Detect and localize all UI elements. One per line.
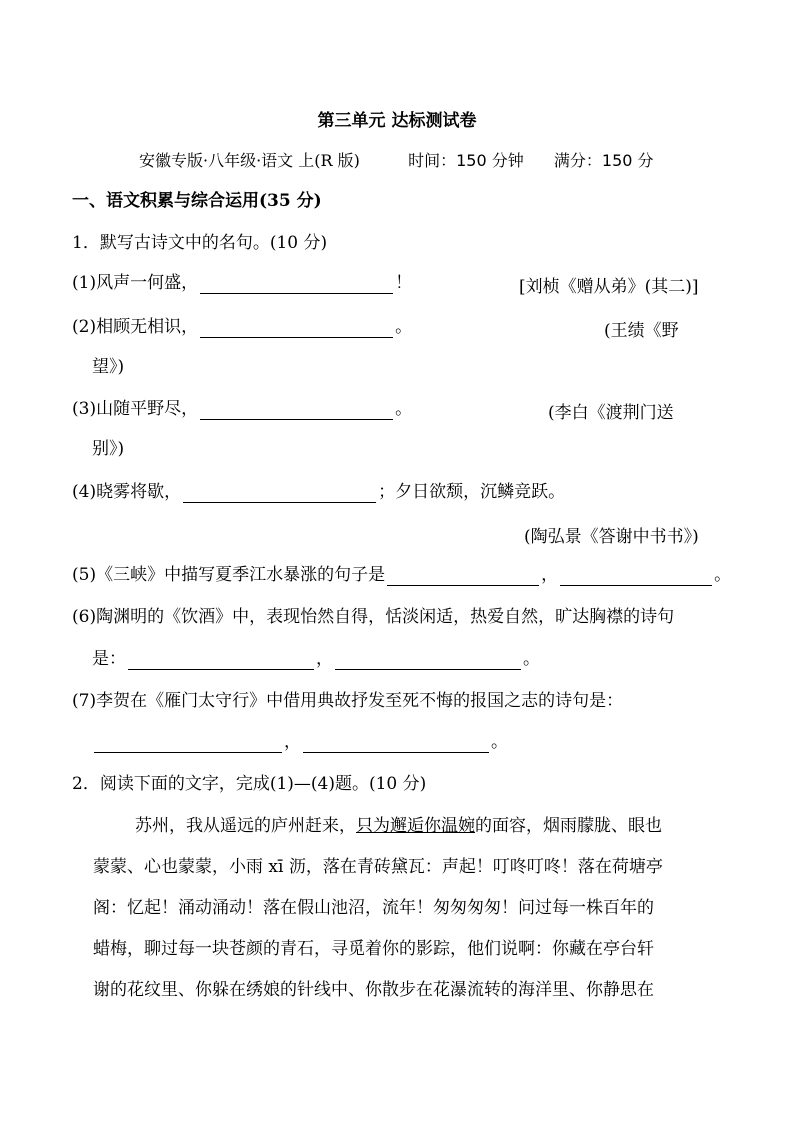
answer-blank[interactable] xyxy=(200,319,393,338)
q1-item-5 xyxy=(72,564,731,586)
q1-item-7-line1: (7)李贺在《雁门太守行》中借用典故抒发至死不悔的报国之志的诗句是： xyxy=(72,691,624,711)
passage-text: 的面容，烟雨朦胧、眼也 xyxy=(475,816,662,836)
passage-line xyxy=(93,806,723,847)
q1-item-4 xyxy=(72,481,565,503)
passage-line: 蒙蒙、心也蒙蒙，小雨 xī 沥，落在青砖黛瓦：声起！叮咚叮咚！落在荷塘亭 xyxy=(93,857,663,877)
q1-item-2-source: (王绩《野 xyxy=(604,321,679,341)
q1-item-6-line1: (6)陶渊明的《饮酒》中，表现怡然自得，恬淡闲适，热爱自然，旷达胸襟的诗句 xyxy=(72,607,675,627)
question-2-stem: 2．阅读下面的文字，完成(1)—(4)题。(10 分) xyxy=(72,774,427,794)
answer-blank[interactable] xyxy=(94,734,282,753)
q1-item-4-end: ；夕日欲颓，沉鳞竞跃。 xyxy=(378,482,566,502)
section-heading: 一、语文积累与综合运用(35 分) xyxy=(72,191,322,211)
page-title: 第三单元 达标测试卷 xyxy=(317,111,477,131)
answer-blank[interactable] xyxy=(200,401,393,420)
passage-line: 阁：忆起！涌动涌动！落在假山池沼，流年！匆匆匆匆！问过每一株百年的 xyxy=(93,898,654,918)
q1-item-1-source: [刘桢《赠从弟》(其二)] xyxy=(519,277,699,297)
q1-item-3-source-cont: 别》) xyxy=(92,439,125,459)
q1-item-4-source: (陶弘景《答谢中书书》) xyxy=(524,527,699,547)
q1-item-7-mid: ， xyxy=(284,732,301,752)
q1-item-2-end: 。 xyxy=(395,317,413,337)
q1-item-5-mid: ， xyxy=(541,565,559,585)
q1-item-2-prompt: (2)相顾无相识， xyxy=(72,317,199,337)
q1-item-3 xyxy=(72,398,412,420)
time-label: 时间：150 分钟 xyxy=(408,151,524,170)
q1-item-4-prompt: (4)晓雾将歇， xyxy=(72,482,182,502)
passage-line: 谢的花纹里、你躲在绣娘的针线中、你散步在花瀑流转的海洋里、你静思在 xyxy=(93,980,654,1000)
q1-item-7-line2 xyxy=(92,731,508,753)
answer-blank[interactable] xyxy=(183,484,376,503)
q1-item-1-prompt: (1)风声一何盛， xyxy=(72,273,199,293)
q1-item-1-end: ！ xyxy=(395,273,413,293)
underlined-phrase: 只为邂逅你温婉 xyxy=(356,816,475,836)
answer-blank[interactable] xyxy=(335,651,521,670)
answer-blank[interactable] xyxy=(387,567,539,586)
answer-blank[interactable] xyxy=(560,567,712,586)
q1-item-1 xyxy=(72,272,412,294)
edition-label: 安徽专版·八年级·语文 上(R 版) xyxy=(139,151,360,170)
q1-item-5-end: 。 xyxy=(714,565,732,585)
score-label: 满分：150 分 xyxy=(553,151,654,170)
q1-item-2 xyxy=(72,316,412,338)
passage-line: 蜡梅，聊过每一块苍颜的青石，寻觅着你的影踪，他们说啊：你藏在亭台轩 xyxy=(93,939,654,959)
answer-blank[interactable] xyxy=(200,275,393,294)
question-1-stem: 1．默写古诗文中的名句。(10 分) xyxy=(72,233,328,253)
q1-item-3-source: (李白《渡荆门送 xyxy=(548,403,674,423)
exam-meta xyxy=(139,148,654,171)
answer-blank[interactable] xyxy=(128,651,314,670)
answer-blank[interactable] xyxy=(303,734,489,753)
q1-item-3-prompt: (3)山随平野尽， xyxy=(72,399,199,419)
q1-item-6-prompt: 是： xyxy=(92,649,126,669)
reading-passage xyxy=(93,806,723,1011)
q1-item-6-mid: ， xyxy=(316,649,333,669)
q1-item-7-end: 。 xyxy=(491,732,508,752)
passage-text: 苏州，我从遥远的庐州赶来， xyxy=(135,816,356,836)
q1-item-6-line2 xyxy=(92,648,540,670)
q1-item-6-end: 。 xyxy=(523,649,540,669)
q1-item-2-source-cont: 望》) xyxy=(92,357,125,377)
q1-item-5-prompt: (5)《三峡》中描写夏季江水暴涨的句子是 xyxy=(72,565,386,585)
q1-item-3-end: 。 xyxy=(395,399,413,419)
